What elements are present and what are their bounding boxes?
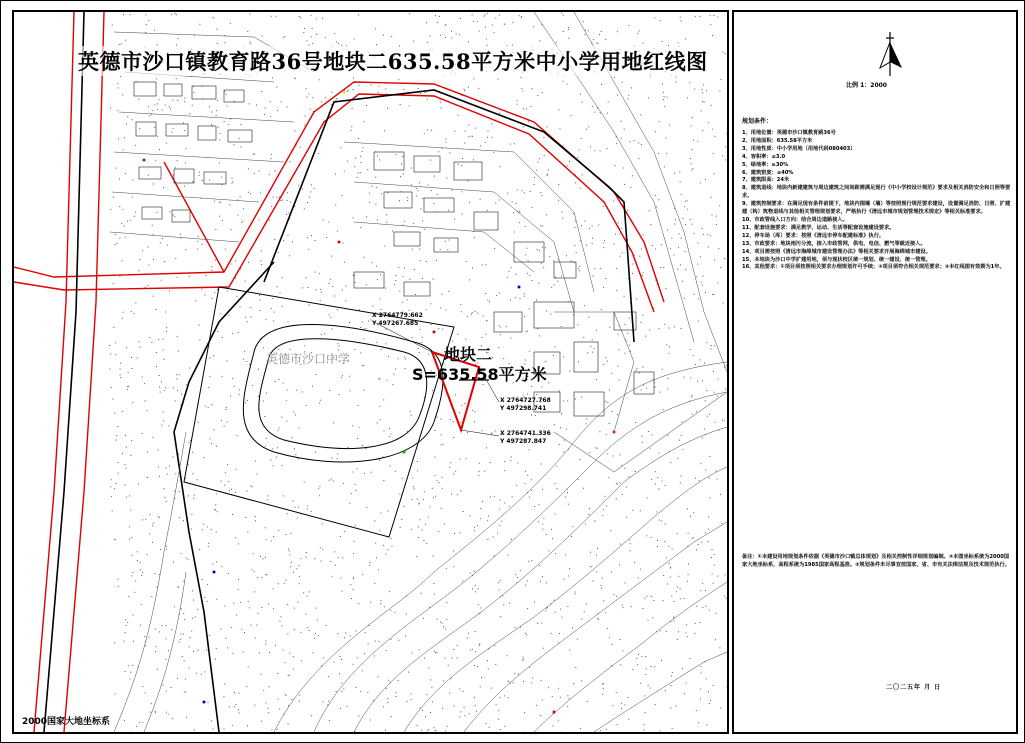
condition-item: 5、绿地率：≥30% (742, 161, 789, 168)
condition-item: 12、停车场（库）要求：按照《清远市停车配建标准》执行。 (742, 232, 885, 239)
condition-item: 8、建筑退线：地块内新建建筑与周边建筑之间间距需满足现行《中小学校设计规范》要求及相关消防安全和日照等要求。 (742, 185, 1011, 200)
condition-item: 9、建筑控制要求：在满足现有条件前提下，地块内围墙（墙）等按照现行规范要求建设，设置满足消防、日照、扩建建（构）筑物退线与其他相关管理规划要求，严格执行《清远市城市规划管理技术规定》等相关标准要求。 (742, 201, 1011, 216)
notes: 备注：①本建设用地规划条件依据《英德市沙口镇总体规划》及相关控制性详细规划编制。②本图坐标系统为2000国家大地坐标系，高程系统为1985国家高程基准。③规划条件未尽事宜按国家、省、市有关法律法规及技术规范执行。 (742, 554, 1010, 568)
parcel-area: S=635.58平方米 (412, 365, 547, 384)
condition-item: 13、市政要求：地块雨污分流，接入市政管网，供电、电信、燃气等就近接入。 (742, 240, 926, 247)
condition-item: 3、用地性质：中小学用地（用地代码080403） (742, 145, 856, 152)
condition-item: 15、本地块为沙口中学扩建用地，须与现状校区统一规划、统一建设、统一管理。 (742, 256, 931, 263)
condition-item: 6、建筑密度：≤40% (742, 169, 794, 176)
coordinate-x-2: X 2764727.768 (500, 397, 551, 404)
coordinate-system-label: 2000国家大地坐标系 (22, 717, 111, 727)
condition-item: 4、容积率：≤3.0 (742, 153, 786, 160)
map-panel (12, 10, 729, 734)
info-panel (732, 10, 1018, 734)
coordinate-y-2: Y 497298.741 (500, 405, 547, 412)
conditions-title: 规划条件： (742, 118, 773, 125)
condition-item: 7、建筑限高：24米 (742, 177, 790, 184)
base-map (14, 12, 727, 732)
school-label: 英德市沙口中学 (266, 352, 351, 366)
scale-label: 比例 1：2000 (846, 82, 887, 89)
road-lines (14, 12, 664, 732)
conditions-list (742, 130, 1012, 272)
coordinate-x-1: X 2764779.662 (372, 312, 423, 319)
coordinate-y-3: Y 497287.847 (500, 438, 547, 445)
map-title: 英德市沙口镇教育路36号地块二635.58平方米中小学用地红线图 (78, 46, 708, 76)
condition-item: 1、用地位置：英德市沙口镇教育路36号 (742, 130, 836, 136)
date-label: 二〇二五年 月 日 (886, 684, 942, 691)
coordinate-y-1: Y 497267.685 (372, 320, 419, 327)
condition-item: 11、配套设施要求：满足教学、运动、生活等配套设施建设要求。 (742, 224, 895, 231)
condition-item: 2、用地面积：635.58平方米 (742, 137, 813, 144)
coordinate-x-3: X 2764741.336 (500, 430, 551, 437)
condition-item: 16、其他要求：①项目须按照相关要求办理规划许可手续；②项目须符合相关规范要求；③本红线图有效期为1年。 (742, 264, 1005, 271)
parcel-name: 地块二 (444, 345, 493, 364)
north-arrow-icon (872, 28, 912, 80)
condition-item: 10、市政管线入口方向：结合周边道路接入。 (742, 216, 848, 223)
condition-item: 14、项目需按照《清远市海绵城市建设管理办法》等相关要求开展海绵城市建设。 (742, 248, 931, 255)
